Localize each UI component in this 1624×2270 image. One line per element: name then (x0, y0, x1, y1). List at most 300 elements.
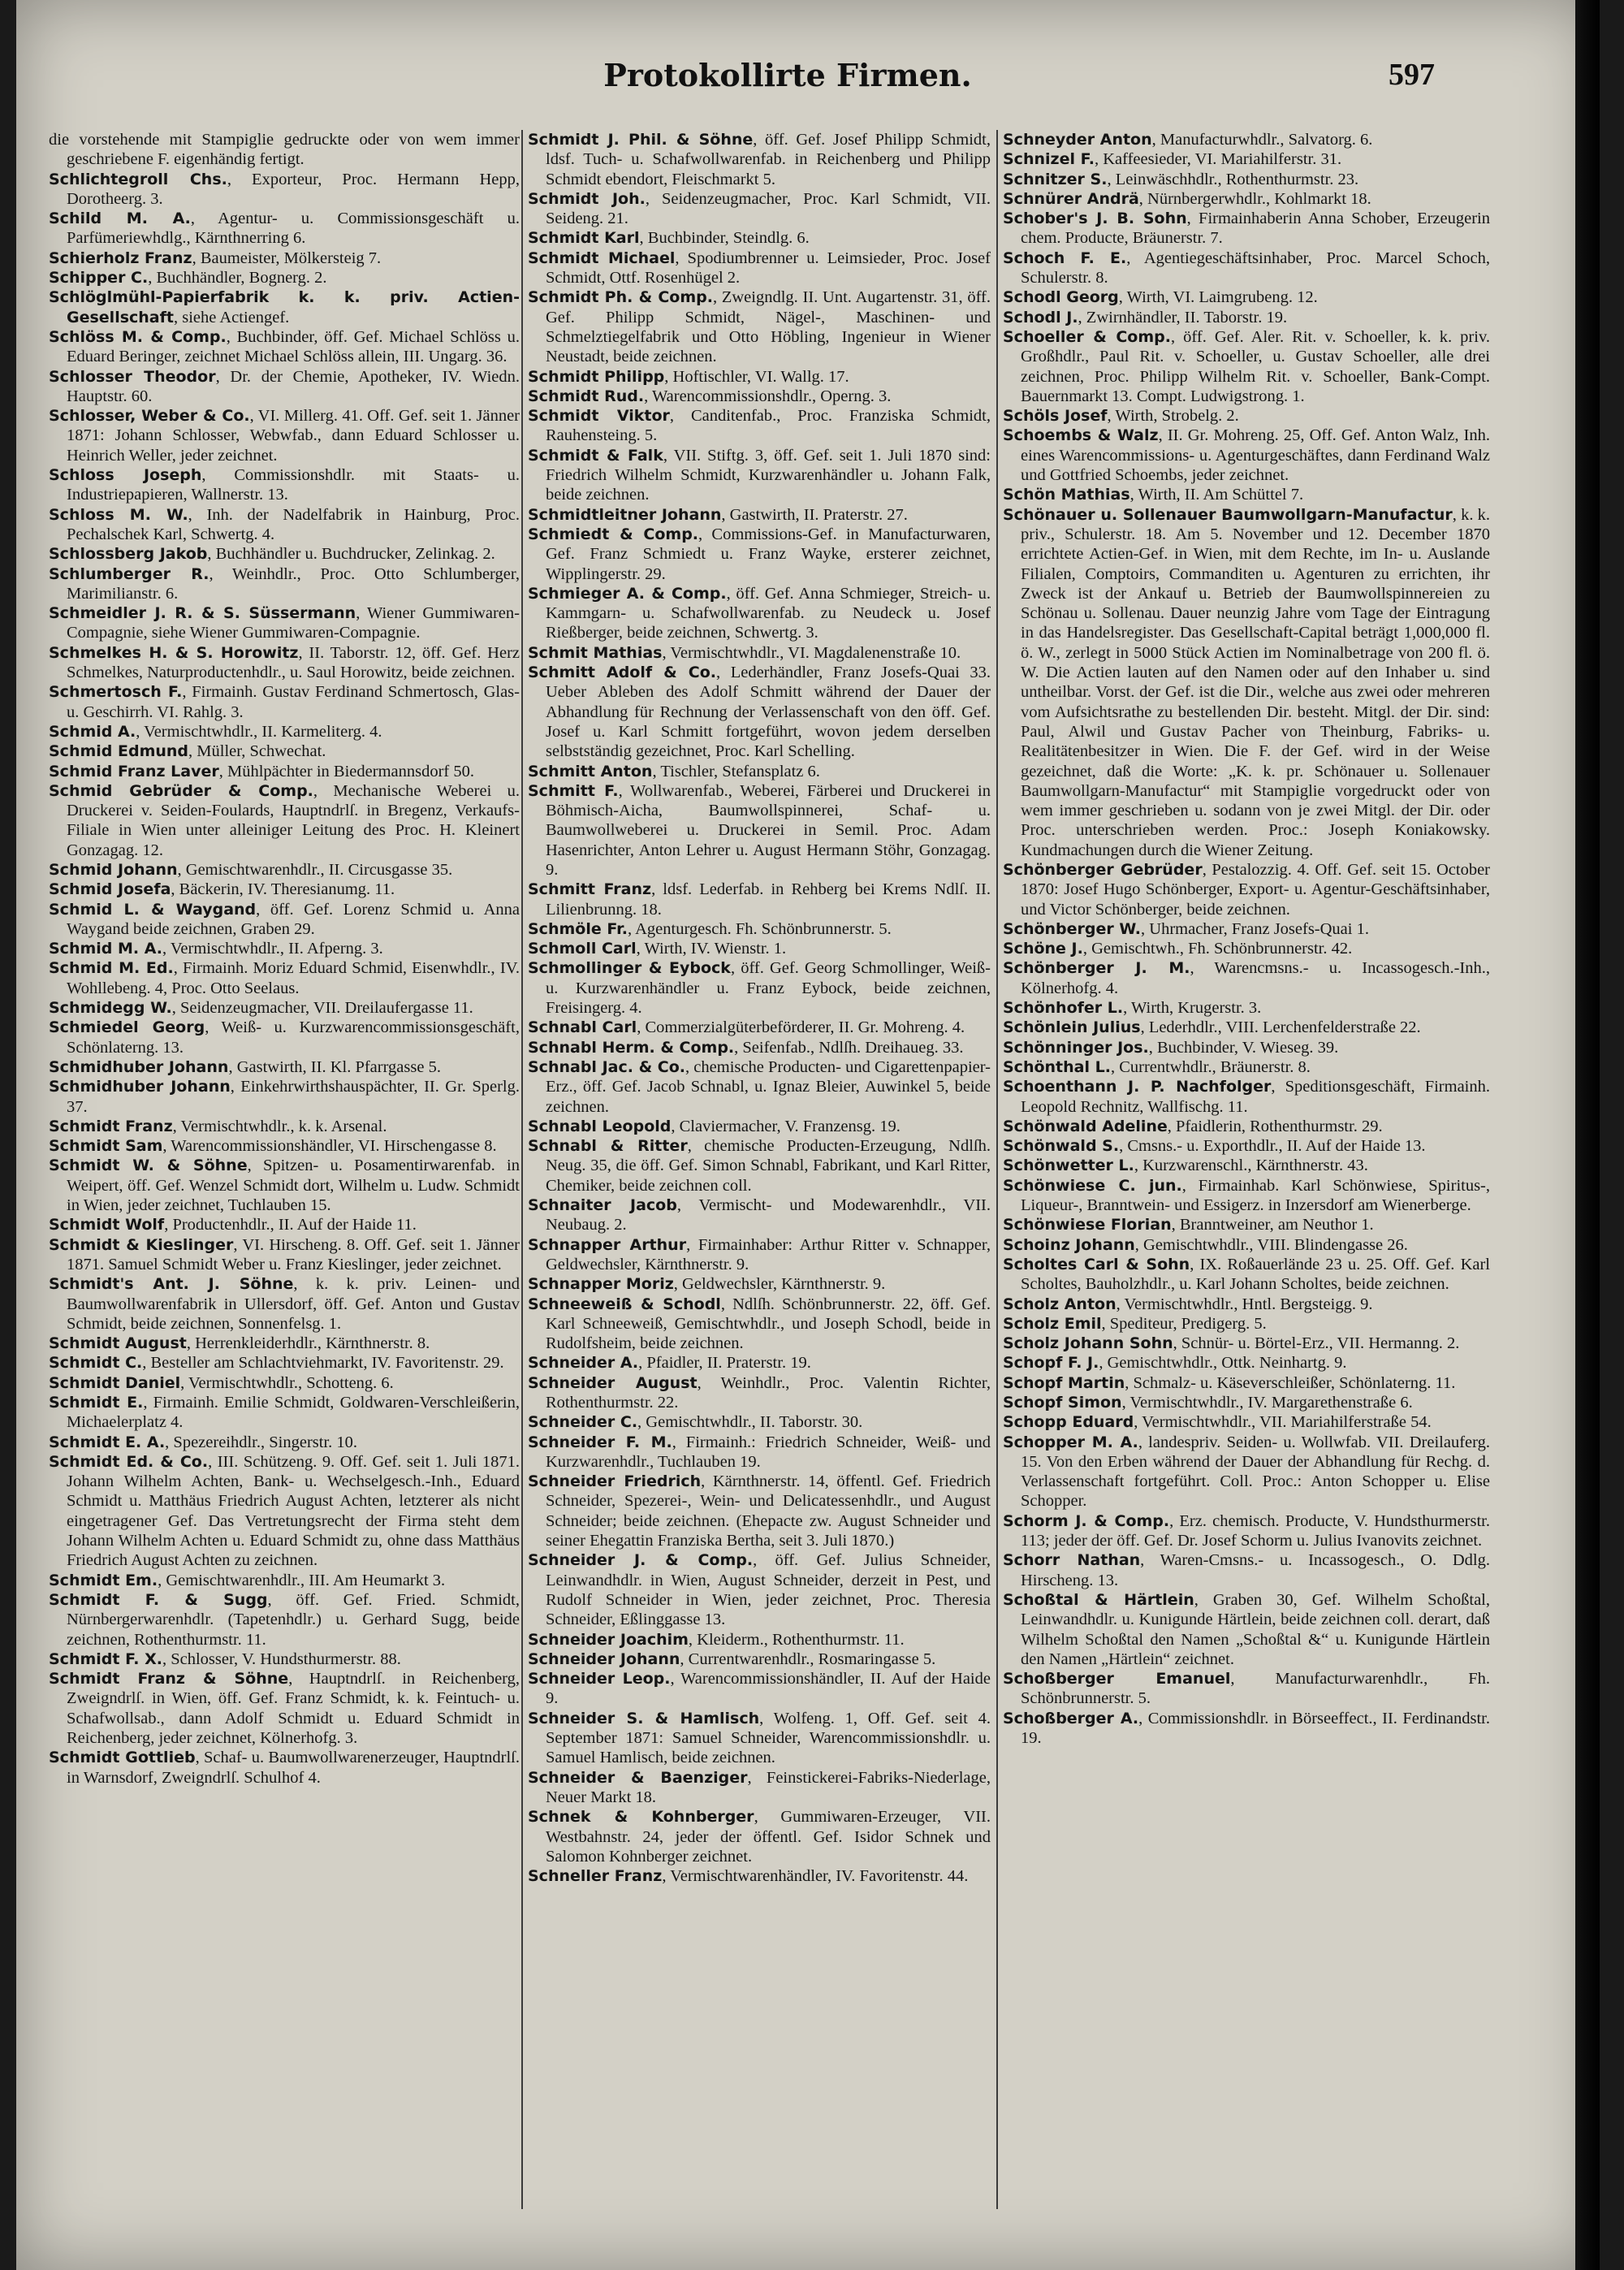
firm-entry (1003, 1156, 1490, 1175)
firm-name: Schneider S. & Hamlisch (528, 1709, 760, 1727)
firm-details: , II. Taborstr. 12, öff. Gef. Herz Schmelkes, Naturproductenhdlr., u. Saul Horowitz, beide zeichnen. (67, 643, 520, 682)
firm-entry (1003, 170, 1490, 189)
firm-details: , Kleiderm., Rothenthurmstr. 11. (688, 1630, 905, 1649)
firm-entry (49, 1235, 520, 1275)
firm-entry (1003, 919, 1490, 939)
firm-name: Schmidt August (49, 1334, 187, 1353)
firm-name: Schönwetter L. (1003, 1157, 1134, 1175)
page-number: 597 (1389, 58, 1435, 92)
firm-entry (49, 1571, 520, 1590)
firm-name: Schild M. A. (49, 210, 191, 228)
firm-name: Schmid Edmund (49, 742, 189, 761)
firm-entry (528, 1117, 991, 1136)
firm-entry (1003, 209, 1490, 249)
firm-entry (528, 446, 991, 505)
firm-name: Schönauer u. Sollenauer Baumwollgarn-Manufactur (1003, 505, 1453, 524)
firm-details: , chemische Producten- und Cigarettenpapier-Erz., öff. Gef. Jacob Schnabl, u. Ignaz Bleier, Auwinkel 5, beide zeichnen. (546, 1057, 991, 1116)
page-title: Protokollirte Firmen. (603, 57, 972, 93)
firm-details: , VII. Stiftg. 3, öff. Gef. seit 1. Juli 1870 sind: Friedrich Wilhelm Schmidt, Kurzwarenhändler u. Johann Falk, beide zeichnen. (546, 446, 991, 504)
firm-details: , Seidenzeugmacher, Proc. Karl Schmidt, VII. Seideng. 21. (546, 189, 991, 228)
firm-name: Schneeweiß & Schodl (528, 1295, 721, 1313)
firm-details: , Bäckerin, IV. Theresianumg. 11. (171, 880, 395, 899)
firm-entry (1003, 1176, 1490, 1216)
firm-details: , Ndlſh. Schönbrunnerstr. 22, öff. Gef. Karl Schneeweiß, Gemischtwhdlr., und Joseph Schodl, beide in Rudolfsheim, beide zeichnen. (546, 1295, 991, 1353)
firm-details: , Waren-Cmsns.- u. Incassogesch., O. Ddlg. Hirscheng. 13. (1021, 1551, 1490, 1589)
firm-details: , Müller, Schwechat. (188, 742, 326, 761)
firm-details: , Geldwechsler, Kärnthnerstr. 9. (673, 1275, 886, 1294)
firm-entry (49, 1018, 520, 1057)
firm-details: , Agentur- u. Commissionsgeschäft u. Parfümeriewhdlg., Kärnthnerring 6. (67, 210, 520, 248)
firm-entry (528, 958, 991, 1018)
firm-entry (528, 1353, 991, 1373)
firm-details: , VI. Hirscheng. 8. Off. Gef. seit 1. Jänner 1871. Samuel Schmidt Weber u. Franz Kieslinger, jeder zeichnet. (67, 1235, 520, 1273)
firm-details: , Cmsns.- u. Exporthdlr., II. Auf der Haide 13. (1119, 1137, 1426, 1156)
firm-name: Schopp Eduard (1003, 1413, 1134, 1432)
firm-entry (1003, 505, 1490, 860)
firm-name: Schierholz Franz (49, 249, 192, 267)
firm-name: Schneider & Baenziger (528, 1768, 748, 1787)
firm-name: Schmertosch F. (49, 683, 183, 702)
firm-details: , Firmainhaberin Anna Schober, Erzeugerin chem. Producte, Bräunerstr. 7. (1021, 210, 1490, 248)
firm-name: Schmidt & Kieslinger (49, 1235, 234, 1254)
firm-details: , Buchhändler, Bognerg. 2. (148, 269, 327, 288)
firm-entry (1003, 1018, 1490, 1037)
firm-name: Schorm J. & Comp. (1003, 1511, 1170, 1530)
firm-entry (528, 1038, 991, 1057)
firm-name: Schlöglmühl-Papierfabrik k. k. priv. Actien-Gesellschaft (49, 288, 520, 326)
firm-name: Schnapper Moriz (528, 1275, 674, 1294)
firm-entry (528, 525, 991, 584)
firm-details: , Gemischtwarenhdlr., II. Circusgasse 35. (177, 860, 453, 879)
firm-name: Schmid Gebrüder & Comp. (49, 781, 313, 800)
firm-entry (528, 643, 991, 663)
firm-entry (528, 880, 991, 919)
firm-entry (49, 249, 520, 268)
firm-name: Scholz Emil (1003, 1314, 1102, 1333)
firm-entry (1003, 1550, 1490, 1590)
firm-name: Schmid M. A. (49, 940, 163, 958)
firm-entry (528, 1412, 991, 1432)
firm-name: Scholz Johann Sohn (1003, 1334, 1173, 1353)
firm-entry (528, 228, 991, 248)
firm-entry (1003, 485, 1490, 504)
firm-entry (1003, 1433, 1490, 1511)
firm-name: Schöls Josef (1003, 407, 1108, 426)
firm-details: , Exporteur, Proc. Hermann Hepp, Dorotheerg. 3. (67, 170, 520, 208)
firm-details: , Wiener Gummiwaren-Compagnie, siehe Wiener Gummiwaren-Compagnie. (67, 604, 520, 642)
firm-details: , Lederhändler, Franz Josefs-Quai 33. Ueber Ableben des Adolf Schmitt während der Dauer der Abhandlung für Rechnung der Verlassenschaft von den öff. Gef. Josef u. Karl Schmitt fortgeführt, wovon jedem derselben selbstständig gezeichnet, Proc. Karl Schelling. (546, 664, 991, 761)
firm-details: , Spodiumbrenner u. Leimsieder, Proc. Josef Schmidt, Ottf. Rosenhügel 2. (546, 249, 991, 288)
firm-details: , Wirth, II. Am Schüttel 7. (1129, 486, 1304, 504)
firm-name: Schoembs & Walz (1003, 426, 1159, 445)
firm-details: , Graben 30, Gef. Wilhelm Schoßtal, Leinwandhdlr. u. Kunigunde Härtlein, beide zeichnen coll. derart, daß Wilhelm Schoßtal den Namen „Schoßtal &“ u. Kunigunde Härtlein den Namen „Härtlein“ zeichnet. (1021, 1590, 1490, 1668)
firm-name: Schmollinger & Eybock (528, 959, 731, 978)
firm-entry (49, 367, 520, 407)
firm-entry (49, 900, 520, 940)
firm-details: , Vermischtwhdlr., II. Karmeliterg. 4. (136, 722, 382, 741)
firm-details: , II. Gr. Mohreng. 25, Off. Gef. Anton Walz, Inh. eines Warencommissions- u. Agenturgeschäftes, dann Ferdinand Walz und Gottfried Schoembs, jeder zeichnet. (1021, 426, 1490, 485)
firm-details: , Wirth, IV. Wienstr. 1. (636, 940, 787, 958)
firm-name: Scholz Anton (1003, 1295, 1116, 1313)
firm-details: , Gummiwaren-Erzeuger, VII. Westbahnstr. 24, jeder der öffentl. Gef. Isidor Schnek und Salomon Kohnberger zeichnet. (546, 1808, 991, 1866)
firm-details: , Baumeister, Mölkersteig 7. (192, 249, 382, 267)
firm-entry (1003, 939, 1490, 958)
firm-entry (1003, 1255, 1490, 1295)
firm-details: , Zwirnhändler, II. Taborstr. 19. (1078, 308, 1288, 326)
firm-name: Schmidt Wolf (49, 1216, 165, 1234)
firm-details: , Zweigndlg. II. Unt. Augartenstr. 31, öff. Gef. Philipp Schmidt, Nägel-, Maschinen- und Schmelztiegelfabrik und Otto Höbling, Ingenieur in Wiener Neustadt, beide zeichnen. (546, 288, 991, 366)
firm-entry (528, 1650, 991, 1669)
firm-name: Schönninger Jos. (1003, 1038, 1149, 1057)
firm-name: Schnabl Carl (528, 1018, 637, 1037)
firm-entry (1003, 249, 1490, 288)
firm-name: Schönberger Gebrüder (1003, 860, 1203, 879)
firm-details: , Kaffeesieder, VI. Mariahilferstr. 31. (1095, 150, 1342, 169)
firm-name: Schmitt Adolf & Co. (528, 664, 717, 682)
firm-details: , Firmainhaber: Arthur Ritter v. Schnapper, Geldwechsler, Kärnthnerstr. 9. (546, 1235, 991, 1273)
firm-entry (49, 880, 520, 899)
firm-entry (1003, 1038, 1490, 1057)
firm-details: , Gemischtwh., Fh. Schönbrunnerstr. 42. (1082, 940, 1353, 958)
firm-name: Schnabl Herm. & Comp. (528, 1038, 735, 1057)
firm-name: Schöne J. (1003, 940, 1083, 958)
firm-details: , Herrenkleiderhdlr., Kärnthnerstr. 8. (186, 1334, 430, 1353)
firm-details: , Wollwarenfab., Weberei, Färberei und Druckerei in Böhmisch-Aicha, Baumwollspinnerei, Schaf- u. Baumwollweberei u. Druckerei in Semil. Proc. Adam Hasenrichter, Anton Lehrer u. August Hermann Stöhr, Gonzagag. 9. (546, 781, 991, 879)
firm-details: , Canditenfab., Proc. Franziska Schmidt, Rauhensteing. 5. (546, 407, 991, 445)
firm-entry (528, 1018, 991, 1037)
firm-entry (528, 505, 991, 525)
firm-details: , Einkehrwirthshauspächter, II. Gr. Sperlg. 37. (67, 1078, 520, 1116)
firm-entry (49, 465, 520, 505)
firm-name: Schlosser, Weber & Co. (49, 407, 250, 426)
firm-details: , Mechanische Weberei u. Druckerei v. Seiden-Foulards, Hauptndrlſ. in Bregenz, Verkaufs-Filiale in Wien unter alleiniger Leitung des Proc. H. Kleinert Gonzagag. 12. (67, 781, 520, 859)
firm-entry (528, 387, 991, 406)
firm-details: , Weinhdlr., Proc. Valentin Richter, Rothenthurmstr. 22. (546, 1373, 991, 1412)
firm-details: , Tischler, Stefansplatz 6. (652, 762, 820, 780)
firm-name: Schön Mathias (1003, 486, 1130, 504)
firm-name: Schmidtleitner Johann (528, 505, 722, 524)
firm-entry (528, 1807, 991, 1866)
firm-entry (49, 1433, 520, 1452)
firm-entry (49, 1215, 520, 1234)
firm-name: Schlosser Theodor (49, 367, 216, 386)
firm-name: Schönlein Julius (1003, 1018, 1141, 1037)
firm-details: , Buchbinder, V. Wieseg. 39. (1148, 1038, 1339, 1057)
firm-details: , k. k. priv., Schulerstr. 18. Am 5. November und 12. December 1870 errichtete Actien-Gef. in Wien, mit dem Rechte, im In- u. Auslande Filialen, Comptoirs, Commanditen u. Agenturen zu errichten, ihr Zweck ist der Ankauf u. Betrieb der Baumwollspinnereien zu Schönau u. Sollenau. Dauer neunzig Jahre vom Tage der Eintragung in das Handelsregister. Das Gesellschaft-Capital beträgt 1,000,000 fl. ö. W., zerlegt in 5000 Stück Actien im Nominalbetrage von 200 fl. ö. W. Die Actien lauten auf den Namen oder auf den Inhaber u. sind untheilbar. Vorst. der Gef. ist die Dir., welche aus zwei oder mehreren vom Aufsichtsrathe zu bestellenden Dir. besteht. Mitgl. der Dir. sind: Paul, Alwil und Gustav Pacher von Theinburg, Fabriks- u. Realitätenbesitzer in Wien. Die F. der Gef. wird in der Weise gezeichnet, daß die Worte: „K. k. pr. Schönauer u. Sollenauer Baumwollgarn-Manufactur“ mit Stampiglie vorgedruckt oder von wem immer geschrieben u. sodann von je zwei Mitgl. der Dir. oder Proc. unterschrieben werden. Proc.: Joseph Koniakowsky. Kundmachungen durch die Wiener Zeitung. (1021, 505, 1490, 859)
firm-entry (49, 682, 520, 722)
firm-entry (49, 742, 520, 761)
firm-entry (528, 249, 991, 288)
firm-details: , Vermischt- und Modewarenhdlr., VII. Neubaug. 2. (546, 1196, 991, 1234)
firm-details: die vorstehende mit Stampiglie gedruckte oder von wem immer geschriebene F. eigenhändig fertigt. (49, 131, 520, 169)
firm-entry (49, 939, 520, 958)
firm-details: , Firmainh. Moriz Eduard Schmid, Eisenwhdlr., IV. Wohllebeng. 4, Proc. Otto Seelaus. (67, 959, 520, 997)
firm-entry (49, 1650, 520, 1669)
firm-details: , Wirth, VI. Laimgrubeng. 12. (1118, 288, 1318, 307)
firm-name: Schopper M. A. (1003, 1433, 1138, 1451)
firm-entry (528, 1472, 991, 1550)
page-header (16, 57, 1600, 114)
firm-name: Schmöle Fr. (528, 919, 628, 938)
firm-name: Schmidt W. & Söhne (49, 1157, 248, 1175)
firm-name: Schoßtal & Härtlein (1003, 1590, 1194, 1609)
firm-entry (1003, 1511, 1490, 1551)
firm-name: Schmidt Joh. (528, 189, 646, 208)
firm-name: Schodl Georg (1003, 288, 1119, 307)
firm-name: Schnek & Kohnberger (528, 1808, 754, 1827)
firm-details: , Commissionshdlr. mit Staats- u. Industriepapieren, Wallnerstr. 13. (67, 466, 520, 504)
firm-name: Schloss Joseph (49, 466, 202, 485)
firm-details: , Agentiegeschäftsinhaber, Proc. Marcel Schoch, Schulerstr. 8. (1021, 249, 1490, 288)
firm-entry (1003, 1295, 1490, 1314)
firm-entry (1003, 149, 1490, 169)
firm-name: Schneider August (528, 1373, 698, 1392)
firm-name: Schmidt Michael (528, 249, 676, 267)
text-column-left (49, 130, 520, 2250)
firm-details: , ldsf. Lederfab. in Rehberg bei Krems Ndlſ. II. Lilienbrunng. 18. (546, 880, 991, 919)
firm-name: Schopf Martin (1003, 1373, 1125, 1392)
firm-name: Schmidt J. Phil. & Söhne (528, 131, 754, 149)
firm-entry (1003, 327, 1490, 406)
firm-entry (1003, 189, 1490, 209)
firm-details: , Commissionshdlr. in Börseeffect., II. Ferdinandstr. 19. (1021, 1709, 1490, 1748)
firm-details: , Firmainh. Gustav Ferdinand Schmertosch, Glas- u. Geschirrh. VI. Rahlg. 3. (67, 683, 520, 721)
firm-details: , Vermischtwhdlr., Schotteng. 6. (180, 1373, 394, 1392)
firm-details: , Weinhdlr., Proc. Otto Schlumberger, Marimilianstr. 6. (67, 564, 520, 603)
firm-entry (1003, 1590, 1490, 1669)
firm-details: , Spitzen- u. Posamentirwarenfab. in Weipert, öff. Gef. Wenzel Schmidt dort, Wilhelm u. Ludw. Schmidt in Wien, jeder zeichnet, Tuchlauben 15. (67, 1157, 520, 1215)
firm-details: , Schaf- u. Baumwollwarenerzeuger, Hauptndrlſ. in Warnsdorf, Zweigndrlſ. Schulhof 4. (67, 1749, 520, 1787)
firm-details: , Buchbinder, öff. Gef. Michael Schlöss u. Eduard Beringer, zeichnet Michael Schlöss allein, III. Ungarg. 36. (67, 327, 520, 366)
firm-details: , Vermischtwhdlr., IV. Margarethenstraße 6. (1121, 1394, 1413, 1412)
firm-name: Schober's J. B. Sohn (1003, 210, 1187, 228)
firm-entry (528, 1630, 991, 1650)
firm-details: , Productenhdlr., II. Auf der Haide 11. (164, 1216, 417, 1234)
firm-entry (528, 1550, 991, 1629)
firm-name: Schönberger J. M. (1003, 959, 1190, 978)
firm-details: , Manufacturwhdlr., Salvatorg. 6. (1151, 131, 1373, 149)
firm-entry (49, 1373, 520, 1393)
firm-entry (49, 406, 520, 465)
firm-entry (528, 130, 991, 189)
firm-details: , Firmainh.: Friedrich Schneider, Weiß- und Kurzwarenhdlr., Tuchlauben 19. (546, 1433, 991, 1471)
firm-entry (528, 1136, 991, 1196)
firm-entry (528, 1295, 991, 1354)
text-column-middle (528, 130, 991, 2250)
firm-entry (1003, 308, 1490, 327)
firm-entry (49, 209, 520, 249)
firm-details: , Pestalozzig. 4. Off. Gef. seit 15. October 1870: Josef Hugo Schönberger, Export- u. Agentur-Geschäftsinhaber, und Victor Schönberger, beide zeichnen. (1021, 860, 1490, 919)
firm-details: , Firmainh. Emilie Schmidt, Goldwaren-Verschleißerin, Michaelerplatz 4. (67, 1394, 520, 1432)
firm-name: Schneller Franz (528, 1867, 663, 1886)
firm-name: Schopf Simon (1003, 1394, 1122, 1412)
firm-name: Schönwiese Florian (1003, 1216, 1172, 1234)
firm-entry (49, 170, 520, 210)
firm-details: , Seifenfab., Ndlſh. Dreihaueg. 33. (734, 1038, 964, 1057)
firm-entry (49, 1334, 520, 1353)
firm-name: Schmieger A. & Comp. (528, 584, 727, 603)
firm-details: , Gastwirth, II. Praterstr. 27. (721, 505, 908, 524)
firm-name: Schmitt F. (528, 781, 619, 800)
firm-entry (528, 406, 991, 446)
firm-name: Schoch F. E. (1003, 249, 1127, 267)
firm-name: Schönwiese C. jun. (1003, 1176, 1182, 1195)
firm-entry (528, 189, 991, 229)
firm-name: Schmidt Sam (49, 1137, 163, 1156)
firm-details: , Schmalz- u. Käseverschleißer, Schönlaterng. 11. (1125, 1373, 1456, 1392)
firm-details: , Vermischtwhdlr., Hntl. Bergsteigg. 9. (1116, 1295, 1373, 1313)
firm-details: , Schlosser, V. Hundsthurmerstr. 88. (162, 1650, 401, 1668)
firm-entry (49, 860, 520, 880)
firm-details: , Erz. chemisch. Producte, V. Hundsthurmerstr. 113; jeder der öff. Gef. Dr. Josef Schorm u. Julius Ivanovits zeichnet. (1021, 1511, 1490, 1550)
firm-name: Schnizel F. (1003, 150, 1095, 169)
firm-details: , Gemischtwhdlr., II. Taborstr. 30. (637, 1413, 863, 1432)
firm-details: , Firmainhab. Karl Schönwiese, Spiritus-, Liqueur-, Branntwein- und Essigerz. in Inzersdorf am Wienerberge. (1021, 1176, 1490, 1215)
firm-details: , Kärnthnerstr. 14, öffentl. Gef. Friedrich Schneider, Spezerei-, Wein- und Delicatessenhdlr., und August Schneider; beide zeichnen. (Ehepacte zw. August Schneider und seiner Ehegattin Franziska Bertha, seit 3. Juli 1870.) (546, 1472, 991, 1550)
firm-details: , Vermischtwhdlr., VI. Magdalenenstraße 10. (662, 643, 961, 662)
firm-details: , chemische Producten-Erzeugung, Ndlſh. Neug. 35, die öff. Gef. Simon Schnabl, Fabrikant, und Karl Ritter, Chemiker, beide zeichnen coll. (546, 1137, 991, 1195)
firm-name: Schoßberger A. (1003, 1709, 1139, 1727)
firm-details: , Spediteur, Predigerg. 5. (1101, 1314, 1267, 1333)
firm-details: , Warencommissionshdlr., Operng. 3. (644, 387, 892, 405)
firm-entry (49, 564, 520, 604)
firm-entry (1003, 1077, 1490, 1117)
firm-entry (49, 505, 520, 545)
firm-entry (1003, 1709, 1490, 1749)
firm-name: Schmidt Rud. (528, 387, 645, 405)
firm-entry (1003, 288, 1490, 307)
firm-name: Schlöss M. & Comp. (49, 327, 227, 346)
firm-name: Schlichtegroll Chs. (49, 170, 227, 188)
firm-name: Schipper C. (49, 269, 149, 288)
firm-entry (528, 1768, 991, 1808)
firm-name: Schopf F. J. (1003, 1354, 1099, 1373)
firm-entry (1003, 1353, 1490, 1373)
column-divider (521, 130, 523, 2209)
firm-entry (49, 1274, 520, 1334)
firm-name: Schmidt Em. (49, 1571, 158, 1589)
firm-details: , IX. Roßauerlände 23 u. 25. Off. Gef. Karl Scholtes, Bauholzhdlr., u. Karl Johann Scholtes, beide zeichnen. (1021, 1255, 1490, 1294)
firm-details: , Leinwäschhdlr., Rothenthurmstr. 23. (1107, 170, 1359, 188)
firm-name: Schmidt E. (49, 1394, 144, 1412)
firm-details: , Pfaidler, II. Praterstr. 19. (638, 1354, 811, 1373)
firm-name: Schmid A. (49, 722, 136, 741)
firm-name: Schmitt Anton (528, 762, 653, 780)
firm-name: Schmiedel Georg (49, 1018, 205, 1037)
document-page (16, 0, 1600, 2270)
firm-entry (1003, 958, 1490, 998)
firm-name: Schmidt Franz (49, 1117, 173, 1135)
firm-name: Schmidt Gottlieb (49, 1749, 196, 1767)
firm-entry (1003, 1117, 1490, 1136)
firm-name: Schmid M. Ed. (49, 959, 174, 978)
firm-entry (1003, 1136, 1490, 1156)
firm-entry (49, 998, 520, 1018)
firm-details: , Branntweiner, am Neuthor 1. (1171, 1216, 1374, 1234)
firm-details: , Agenturgesch. Fh. Schönbrunnerstr. 5. (627, 919, 892, 938)
firm-entry (1003, 1334, 1490, 1353)
page-edge-shadow (1575, 0, 1600, 2270)
firm-details: , III. Schützeng. 9. Off. Gef. seit 1. Juli 1871. Johann Wilhelm Achten, Bank- u. Wechselgesch.-Inh., Eduard Schmidt u. Matthäus Friedrich August Achten, letzterer als nicht eingetragener Gef. Das Vertretungsrecht der Firma steht dem Johann Wilhelm Achten u. Eduard Schmidt zu, ohne dass Matthäus Friedrich August Achten zu zeichnen. (67, 1452, 520, 1570)
firm-name: Schneider Friedrich (528, 1472, 702, 1491)
column-divider (996, 130, 998, 2209)
firm-details: , Currentwarenhdlr., Rosmaringasse 5. (680, 1650, 936, 1668)
firm-details: , Pfaidlerin, Rothenthurmstr. 29. (1167, 1117, 1383, 1135)
firm-name: Schmidt Franz & Söhne (49, 1670, 289, 1688)
firm-details: , Vermischtwhdlr., VII. Mariahilferstraße 54. (1134, 1413, 1432, 1432)
firm-name: Schodl J. (1003, 308, 1078, 326)
firm-details: , Feinstickerei-Fabriks-Niederlage, Neuer Markt 18. (546, 1768, 991, 1806)
firm-entry (49, 268, 520, 288)
firm-entry (528, 1057, 991, 1117)
firm-name: Schmid Franz Laver (49, 762, 219, 780)
firm-entry (1003, 1412, 1490, 1432)
firm-name: Schmoll Carl (528, 940, 637, 958)
firm-details: , Hauptndrlſ. in Reichenberg, Zweigndrlſ. in Wien, öff. Gef. Franz Schmidt, k. k. Feintuch- u. Schafwollsab., dann Adolf Schmidt u. Eduard Schmidt in Reichenberg, jeder zeichnet, Kölnerhofg. 3. (67, 1670, 520, 1748)
firm-details: , Mühlpächter in Biedermannsdorf 50. (218, 762, 474, 780)
firm-details: , Vermischtwarenhändler, IV. Favoritenstr. 44. (662, 1867, 969, 1886)
firm-name: Schlumberger R. (49, 564, 209, 583)
firm-details: , Schnür- u. Börtel-Erz., VII. Hermanng. 2. (1173, 1334, 1460, 1353)
firm-name: Schmidt's Ant. J. Söhne (49, 1275, 294, 1294)
firm-details: , Wolfeng. 1, Off. Gef. seit 4. September 1871: Samuel Schneider, Warencommissionshdlr. u. Samuel Hamlisch, beide zeichnen. (546, 1709, 991, 1767)
firm-name: Schoeller & Comp. (1003, 327, 1171, 346)
firm-name: Schneider Johann (528, 1650, 680, 1668)
firm-details: , Gastwirth, II. Kl. Pfarrgasse 5. (228, 1057, 441, 1076)
firm-details: , öff. Gef. Julius Schneider, Leinwandhdlr. in Wien, August Schneider, derzeit in Pest, und Rudolf Schneider in Wien, jeder zeichnet, Proc. Theresia Schneider, Eßlinggasse 13. (546, 1551, 991, 1629)
firm-name: Schönwald S. (1003, 1137, 1120, 1156)
firm-entry (49, 1057, 520, 1077)
firm-details: , Manufacturwarenhdlr., Fh. Schönbrunnerstr. 5. (1021, 1670, 1490, 1708)
firm-details: , öff. Gef. Anna Schmieger, Streich- u. Kammgarn- u. Schafwollwarenfab. zu Neudeck u. Josef Rießberger, beide zeichnen, Schwertg. 3. (546, 584, 991, 642)
firm-name: Schneider A. (528, 1354, 639, 1373)
firm-details: , öff. Gef. Josef Philipp Schmidt, ldsf. Tuch- u. Schafwollwarenfab. in Reichenberg und Philipp Schmidt ebendort, Fleischmarkt 5. (546, 131, 991, 188)
firm-name: Schmeidler J. R. & S. Süssermann (49, 604, 356, 623)
firm-details: , Weiß- u. Kurzwarencommissionsgeschäft, Schönlaterng. 13. (67, 1018, 520, 1057)
firm-details: , öff. Gef. Fried. Schmidt, Nürnbergerwarenhdlr. (Tapetenhdlr.) u. Gerhard Sugg, beide zeichnen, Rothenthurmstr. 11. (67, 1590, 520, 1649)
firm-name: Schmidt C. (49, 1354, 143, 1373)
firm-name: Schnaiter Jacob (528, 1196, 677, 1215)
firm-entry (49, 1452, 520, 1571)
firm-entry (49, 1590, 520, 1650)
firm-name: Schneyder Anton (1003, 131, 1152, 149)
firm-details: , Uhrmacher, Franz Josefs-Quai 1. (1141, 919, 1369, 938)
firm-name: Schmidt E. A. (49, 1433, 166, 1451)
firm-name: Schoinz Johann (1003, 1235, 1135, 1254)
firm-entry (1003, 1669, 1490, 1709)
firm-entry (49, 603, 520, 643)
firm-name: Schmidt Ph. & Comp. (528, 288, 713, 307)
firm-entry (1003, 406, 1490, 426)
firm-details: , Commissions-Gef. in Manufacturwaren, Gef. Franz Schmiedt u. Franz Wayke, ersterer zeichnet, Wipplingerstr. 29. (546, 525, 991, 583)
firm-name: Schmidt Karl (528, 229, 640, 248)
firm-entry (49, 288, 520, 327)
firm-details: , Spezereihdlr., Singerstr. 10. (165, 1433, 358, 1451)
firm-name: Schmidt Daniel (49, 1373, 181, 1392)
firm-entry (1003, 1373, 1490, 1393)
firm-name: Schmitt Franz (528, 880, 652, 899)
firm-name: Schmiedt & Comp. (528, 525, 699, 543)
firm-entry (49, 1748, 520, 1788)
firm-details: , Dr. der Chemie, Apotheker, IV. Wiedn. Hauptstr. 60. (67, 367, 520, 405)
firm-details: , Claviermacher, V. Franzensg. 19. (671, 1117, 901, 1135)
firm-entry (528, 1274, 991, 1294)
firm-details: , Warencommissionshändler, VI. Hirschengasse 8. (162, 1137, 497, 1156)
firm-entry (49, 1077, 520, 1117)
firm-details: , Besteller am Schlachtviehmarkt, IV. Favoritenstr. 29. (142, 1354, 504, 1373)
firm-details: , Currentwhdlr., Bräunerstr. 8. (1110, 1057, 1311, 1076)
firm-entry (528, 781, 991, 880)
